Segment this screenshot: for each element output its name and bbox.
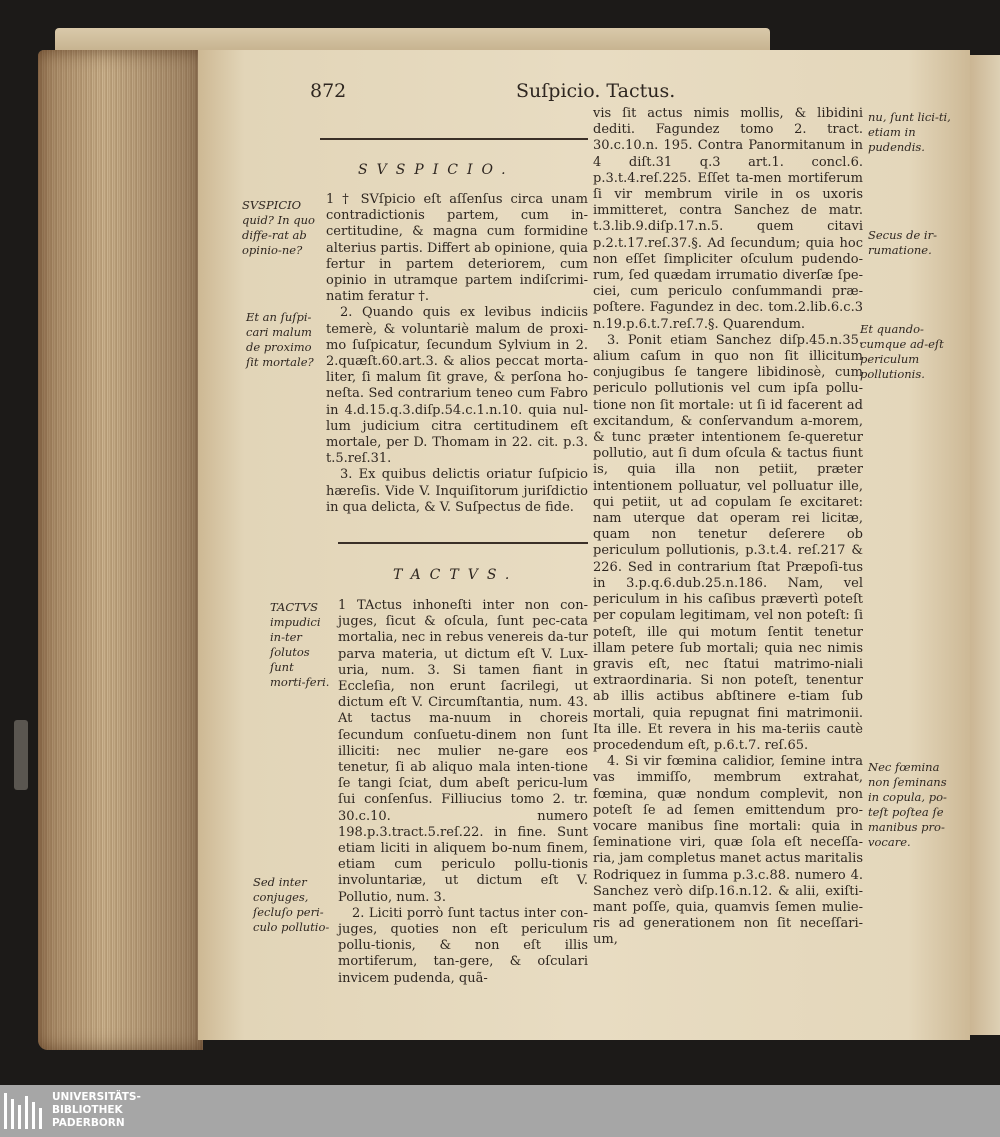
section-rule-top — [320, 138, 588, 140]
margin-note: Secus de ir-rumatione. — [868, 228, 937, 257]
margin-note: nu, ſunt lici-ti, etiam in pudendis. — [868, 110, 951, 154]
book-clasp — [14, 720, 28, 790]
margin-note: Et quando-cumque ad-eſt periculum pollutionis. — [860, 322, 944, 381]
paragraph: 2. Liciti porrò ſunt tactus inter con-juges, quoties non eſt periculum pollu-tionis, & non eſt illis mortiferum, tan-gere, & oſculari invicem pudenda, quã- — [338, 905, 588, 986]
paragraph: 1 TActus inhoneſti inter non con-juges, ſicut & oſcula, ſunt pec-cata mortalia, nec in rebus venereis da-tur parva materia, ut dictum eſt V. Lux-uria, num. 3. Si tamen fiant in Eccleſia, non erunt ſacrilegi, ut dictum eſt V. Circumſtantia, num. 43. At tactus ma-nuum in choreis ſecundum conſuetu-dinem non ſunt illiciti: nec mulier ne-gare eos tenetur, ſi ab aliquo mala inten-tione ſe tangi ſciat, dum abeſt pericu-lum ſui conſenſus. Filliucius tomo 2. tr. 30.c.10. numero 198.p.3.tract.5.reſ.22. in fine. Sunt etiam liciti in aliquem bo-num finem, etiam cum periculo pollu-tionis involuntariæ, ut dictum eſt V. Pollutio, num. 3. — [338, 598, 588, 905]
section-title-suspicio: SVSPICIO. — [358, 162, 515, 178]
margin-note: Nec fœmina non ſeminans in copula, po-teſt poſtea ſe manibus pro-vocare. — [868, 760, 947, 849]
library-footer-bar — [0, 1085, 1000, 1137]
running-head: Suſpicio. Tactus. — [516, 80, 676, 102]
library-name-line: PADERBORN — [52, 1117, 125, 1129]
section-rule-middle — [338, 542, 588, 544]
margin-note: Et an ſuſpi-cari malum de proximo ſit mortale? — [246, 310, 314, 369]
paragraph: 3. Ponit etiam Sanchez diſp.45.n.35. alium caſum in quo non ſit illicitum conjugibus ſe tangere libidinosè, cum periculo pollutionis vel cum ipſa pollu-tione non ſit mortale: ut ſi id facerent ad excitandum, & conſervandum a-morem, & tunc præter intentionem ſe-queretur pollutio, aut ſi dum oſcula & tactus fiunt is, quia illa non petiit, præter intentionem polluatur, vel polluatur ille, qui petiit, ut ad copulam ſe excitaret: nam uterque dat operam rei licitæ, quam non tenetur deſerere ob periculum pollutionis, p.3.t.4. reſ.217 & 226. Sed in contrarium ſtat Præpoſi-tus in 3.p.q.6.dub.25.n.186. Nam, vel periculum in his caſibus prævertì poteſt per copulam legitimam, vel non poteſt: ſi poteſt, ille qui motum ſentit tenetur illam petere ſub mortali; quia nec nimis gravis eſt, nec ſtatui matrimo-niali extraordinaria. Si non poteſt, tenentur ab illis actibus abſtinere e-tiam ſub mortali, quia repugnat fini matrimonii. Ita ille. Et revera in his ma-teriis cautè procedendum eſt, p.6.t.7. reſ.65. — [593, 332, 863, 753]
paragraph: 3. Ex quibus delictis oriatur ſuſpicio hæreſis. Vide V. Inquiſitorum juriſdictio in qua delicta, & V. Suſpectus de fide. — [326, 467, 588, 515]
facing-page-edge — [965, 55, 1000, 1035]
paragraph: 2. Quando quis ex levibus indiciis temerè, & voluntariè malum de proxi-mo ſuſpicatur, ſecundum Sylvium in 2. 2.quæſt.60.art.3. & alios peccat morta-liter, ſi malum ſit grave, & perſona ho-neſta. Sed contrarium teneo cum Fabro in 4.d.15.q.3.diſp.54.c.1.n.10. quia nul-lum judicium citra certitudinem eſt mortale, per D. Thomam in 22. cit. p.3. t.5.reſ.31. — [326, 305, 588, 467]
paragraph: 4. Si vir fœmina calidior, ſemine intra vas immiſſo, membrum extrahat, fœmina, quæ nondum complevit, non poteſt ſe ad ſemen emittendum pro-vocare manibus ſine mortali: quia in ſeminatione viri, quæ ſola eſt neceſſa-ria, jam completus manet actus maritalis Rodriquez in ſumma p.3.c.88. numero 4. Sanchez verò diſp.16.n.12. & alii, exiſti-mant poſſe, quia, quamvis ſemen mulie-ris ad generationem non ſit neceſſari-um, — [593, 754, 863, 948]
page-number: 872 — [310, 80, 347, 102]
margin-note: SVSPICIO quid? In quo diffe-rat ab opinio-ne? — [242, 198, 315, 257]
paragraph: vis ſit actus nimis mollis, & libidini dediti. Fagundez tomo 2. tract. 30.c.10.n. 195. Contra Panormitanum in 4 diſt.31 q.3 art.1. concl.6. p.3.t.4.reſ.225. Eſſet ta-men mortiferum ſi vir membrum virile in os uxoris immitteret, contra Sanchez de matr. t.3.lib.9.diſp.17.n.5. quem citavi p.2.t.17.reſ.37.§. Ad ſecundum; quia hoc non eſſet ſimpliciter oſculum pudendo-rum, ſed quædam irrumatio diverſæ ſpe-ciei, cum periculo conſummandi præ-poſtere. Fagundez in dec. tom.2.lib.6.c.3 n.19.p.6.t.7.reſ.7.§. Quarendum. — [593, 106, 863, 332]
library-name-line: UNIVERSITÄTS- — [52, 1091, 141, 1103]
library-name-line: BIBLIOTHEK — [52, 1104, 123, 1116]
text-column-left-bottom — [338, 598, 588, 987]
margin-note: Sed inter conjuges, ſecluſo peri-culo pollutio- — [253, 875, 330, 934]
text-column-left-top — [326, 192, 588, 516]
margin-note: TACTVS impudici in-ter ſolutos ſunt morti-feri. — [270, 600, 330, 689]
book-page — [198, 50, 970, 1040]
section-title-tactus: TACTVS. — [393, 567, 519, 583]
page-edges-shade — [38, 50, 203, 1050]
text-column-right — [593, 106, 863, 949]
paragraph: 1 † SVſpicio eſt aſſenſus circa unam contradictionis partem, cum in-certitudine, & magna cum formidine alterius partis. Differt ab opinione, quia fertur in partem deteriorem, cum opinio in utramque partem indiſcrimi-natim feratur †. — [326, 192, 588, 305]
library-name — [52, 1091, 141, 1130]
